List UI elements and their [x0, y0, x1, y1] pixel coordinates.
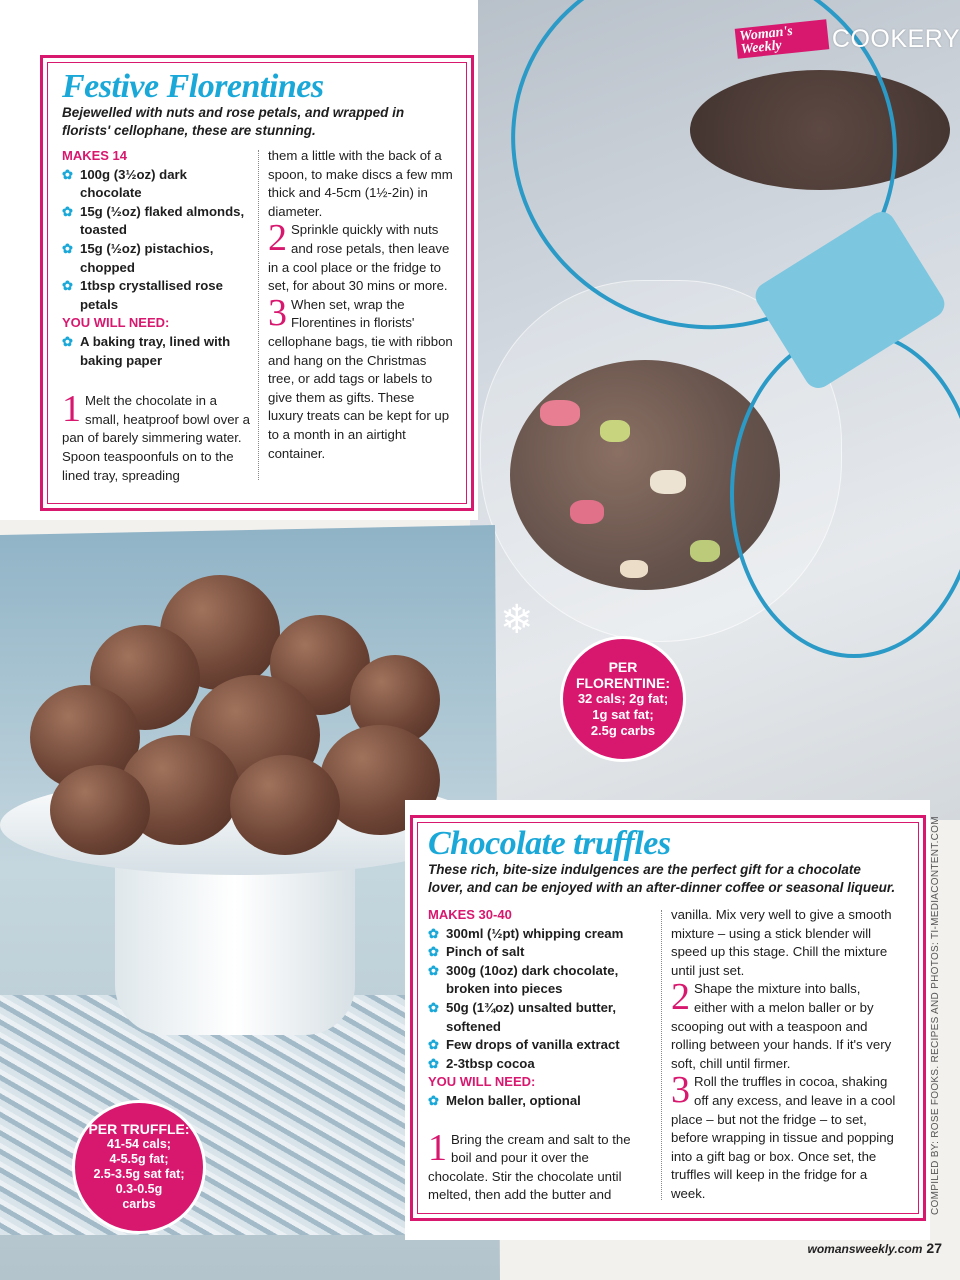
ingredient-item: ✿ 15g (½oz) pistachios, chopped: [62, 240, 214, 275]
florentines-ingredients: [62, 166, 252, 315]
equipment-item: ✿ A baking tray, lined with baking paper: [62, 333, 231, 368]
florentines-step-2: [268, 217, 453, 295]
brand-logo: Woman's Weekly: [735, 19, 830, 58]
column-divider: [258, 150, 259, 480]
photo-credit: COMPILED BY: ROSE FOOKS. RECIPES AND PHOTOS: TI-MEDIACONTENT.COM: [930, 816, 941, 1215]
flower-bullet-icon: ✿: [62, 278, 73, 294]
step-number: 1: [62, 388, 81, 431]
flower-bullet-icon: ✿: [428, 962, 439, 978]
florentines-step-3: [268, 291, 453, 463]
step-number: 2: [268, 217, 287, 260]
truffles-ingredients: [428, 925, 650, 1074]
nutrition-line: 1g sat fat;: [592, 707, 654, 722]
truffles-you-will-need: YOU WILL NEED:: [428, 1074, 536, 1090]
flower-bullet-icon: ✿: [428, 1055, 439, 1071]
step-text: Shape the mixture into balls, either with a melon baller or by scooping out with a teaspoon and rolling between your hands. If it's very soft, chill until firmer.: [671, 981, 892, 1071]
truffles-step-1: [428, 1126, 650, 1205]
flower-bullet-icon: ✿: [62, 240, 73, 256]
florentine-nutrition-badge: [560, 636, 686, 762]
ingredient-item: ✿ 50g (1¾oz) unsalted butter, softened: [428, 999, 617, 1034]
truffles-equipment: [428, 1092, 650, 1111]
nutrition-title: PER FLORENTINE:: [575, 659, 671, 691]
nutrition-line: carbs: [122, 1197, 156, 1211]
ingredient-item: ✿ 1tbsp crystallised rose petals: [62, 278, 223, 312]
florentines-col-2: [268, 147, 453, 463]
step-text: vanilla. Mix very well to give a smooth mixture – using a stick blender will speed up this stage. Chill the mixture until just set.: [671, 907, 892, 978]
flower-bullet-icon: ✿: [62, 203, 73, 219]
ingredient-item: ✿ 100g (3½oz) dark chocolate: [62, 166, 188, 201]
florentines-makes: MAKES 14: [62, 148, 128, 163]
flower-bullet-icon: ✿: [62, 166, 73, 182]
truffles-intro: These rich, bite-size indulgences are the perfect gift for a chocolate lover, and can be enjoyed with an after-dinner coffee or seasonal liqueur.: [428, 862, 896, 895]
flower-bullet-icon: ✿: [428, 925, 439, 941]
truffles-title: Chocolate truffles: [428, 825, 671, 862]
florentine-photo: ❄: [470, 0, 960, 820]
truffles-col-2: [671, 906, 896, 1204]
truffles-col-1: [428, 906, 650, 1205]
truffles-step-3: [671, 1069, 896, 1203]
page-footer: [807, 1240, 942, 1256]
flower-bullet-icon: ✿: [428, 944, 439, 960]
step-number: 1: [428, 1126, 447, 1169]
magazine-logo: [736, 23, 960, 58]
flower-bullet-icon: ✿: [62, 333, 73, 349]
flower-bullet-icon: ✿: [428, 1092, 439, 1108]
ingredient-item: ✿ Pinch of salt: [428, 943, 650, 962]
florentines-title: Festive Florentines: [62, 68, 324, 105]
nutrition-line: 32 cals; 2g fat;: [577, 691, 669, 706]
truffle-nutrition-badge: [72, 1100, 206, 1234]
website-link[interactable]: womansweekly.com: [807, 1242, 923, 1256]
nutrition-line: 41-54 cals;: [107, 1137, 171, 1151]
step-text: them a little with the back of a spoon, to make discs a few mm thick and 4-5cm (1½-2in) in diameter.: [268, 148, 453, 219]
page-number: 27: [926, 1240, 942, 1256]
florentines-equipment: [62, 333, 252, 370]
step-text: Melt the chocolate in a small, heatproof bowl over a pan of barely simmering water. Spoon teaspoonfuls on to the lined tray, spreading: [62, 393, 250, 483]
ingredient-item: ✿ 300ml (½pt) whipping cream: [428, 925, 650, 944]
florentines-col-1: [62, 147, 252, 485]
ingredient-item: ✿ 2-3tbsp cocoa: [428, 1055, 650, 1074]
column-divider: [661, 910, 662, 1200]
ingredient-item: ✿ 15g (½oz) flaked almonds, toasted: [62, 203, 245, 238]
truffles-step-2: [671, 976, 896, 1073]
step-text: Sprinkle quickly with nuts and rose petals, then leave in a cool place or the fridge to set, for about 30 mins or more.: [268, 222, 450, 294]
ingredient-item: ✿ Few drops of vanilla extract: [428, 1036, 650, 1055]
step-text: Bring the cream and salt to the boil and pour it over the chocolate. Stir the chocolate until melted, then add the butter and: [428, 1131, 631, 1203]
flower-bullet-icon: ✿: [428, 999, 439, 1015]
step-number: 2: [671, 976, 690, 1019]
nutrition-title: PER TRUFFLE:: [88, 1121, 190, 1137]
flower-bullet-icon: ✿: [428, 1037, 439, 1053]
equipment-item: ✿ Melon baller, optional: [428, 1092, 650, 1111]
nutrition-line: 2.5-3.5g sat fat;: [93, 1167, 185, 1181]
section-title: COOKERY: [831, 24, 960, 53]
step-number: 3: [268, 291, 287, 334]
nutrition-line: 0.3-0.5g: [115, 1182, 163, 1196]
step-text: When set, wrap the Florentines in florists' cellophane bags, tie with ribbon and hang on the Christmas tree, or add tags or labels to give them as gifts. These luxury treats can be kept for up to a month in an airtight container.: [268, 296, 453, 461]
step-text: Roll the truffles in cocoa, shaking off any excess, and leave in a cool place – but not the fridge – to set, before wrapping in tissue and popping into a gift bag or box. Once set, the truffles will keep in the fridge for a week.: [671, 1074, 896, 1201]
florentines-you-will-need: YOU WILL NEED:: [62, 315, 170, 331]
ingredient-item: ✿ 300g (10oz) dark chocolate, broken into pieces: [428, 962, 619, 997]
truffles-step-1-cont: [671, 906, 896, 980]
florentines-step-1-cont: [268, 147, 453, 221]
florentines-intro: Bejewelled with nuts and rose petals, and wrapped in florists' cellophane, these are stunning.: [62, 105, 405, 138]
florentines-step-1: [62, 388, 252, 485]
nutrition-line: 4-5.5g fat;: [109, 1152, 169, 1166]
truffles-makes: MAKES 30-40: [428, 907, 512, 922]
nutrition-line: 2.5g carbs: [590, 723, 656, 738]
step-number: 3: [671, 1069, 690, 1112]
